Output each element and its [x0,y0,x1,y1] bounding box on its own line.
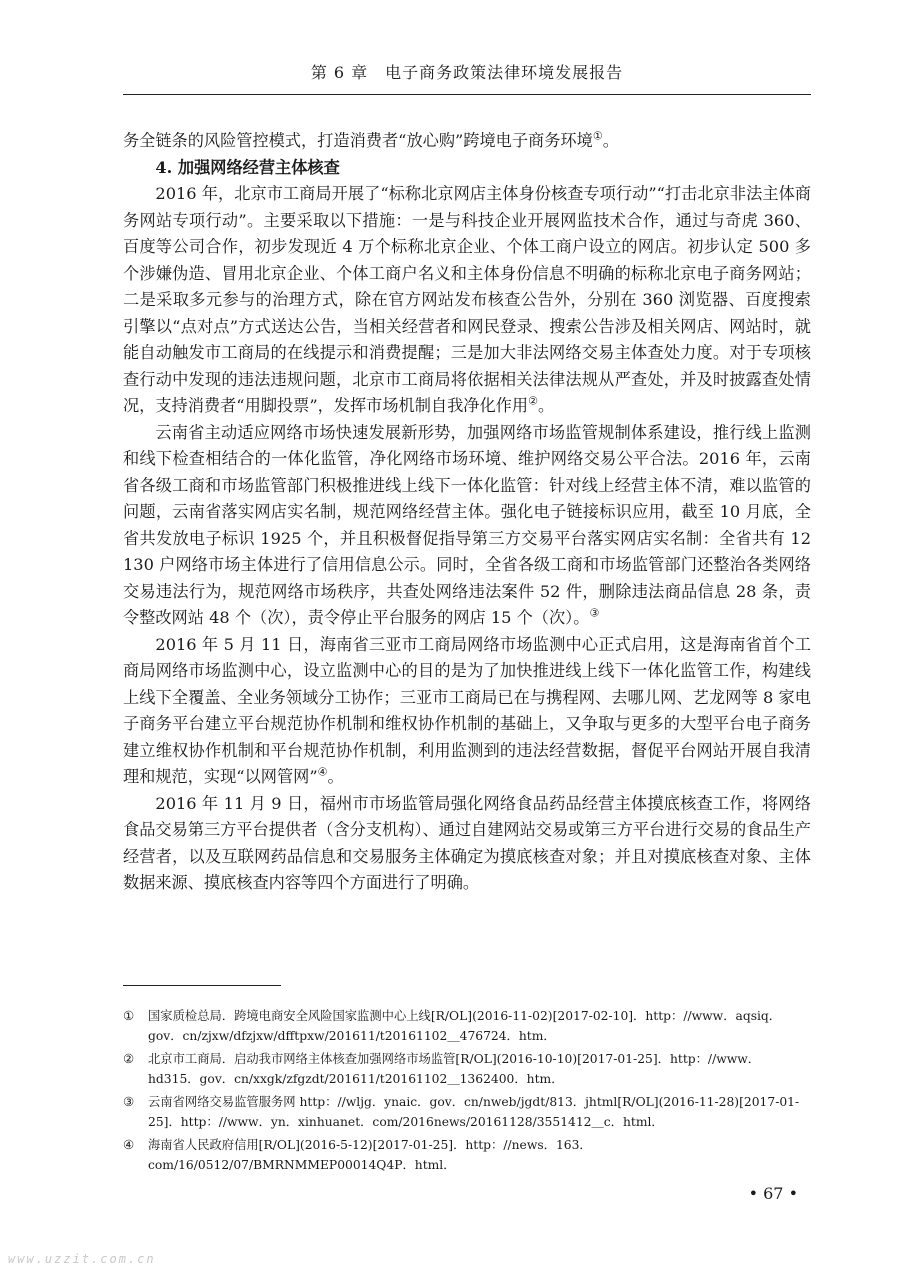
footnotes [123,1006,811,1178]
paragraph-beijing: 2016 年，北京市工商局开展了“标称北京网店主体身份核查专项行动”“打击北京非法主体商务网站专项行动”。主要采取以下措施：一是与科技企业开展网监技术合作，通过与奇虎 360、百度等公司合作，初步发现近 4 万个标称北京企业、个体工商户设立的网店。初步认定 500 多个涉嫌伪造、冒用北京企业、个体工商户名义和主体身份信息不明确的标称北京电子商务网站；二是采取多元参与的治理方式，除在官方网站发布核查公告外，分别在 360 浏览器、百度搜索引擎以“点对点”方式送达公告，当相关经营者和网民登录、搜索公告涉及相关网店、网站时，就能自动触发市工商局的在线提示和消费提醒；三是加大非法网络交易主体查处力度。对于专项核查行动中发现的违法违规问题，北京市工商局将依据相关法律法规从严查处，并及时披露查处情况，支持消费者“用脚投票”，发挥市场机制自我净化作用②。 [123,184,811,415]
paragraph-fuzhou: 2016 年 11 月 9 日，福州市市场监管局强化网络食品药品经营主体摸底核查工作，将网络食品交易第三方平台提供者（含分支机构）、通过自建网站交易或第三方平台进行交易的食品生产经营者，以及互联网药品信息和交易服务主体确定为摸底核查对象；并且对摸底核查对象、主体数据来源、摸底核查内容等四个方面进行了明确。 [123,793,811,892]
section-heading: 4. 加强网络经营主体核查 [155,157,340,177]
footnote-mark: ② [123,1052,135,1066]
footnote [123,1006,811,1046]
footnote-text: 海南省人民政府信用[R/OL](2016-5-12)[2017-01-25]．http：//news．163．com/16/0512/07/BMRNMMEP00014Q4P．html． [148,1138,592,1172]
footnote-ref-1[interactable]: ① [592,129,603,143]
paragraph-text: 2016 年 5 月 11 日，海南省三亚市工商局网络市场监测中心正式启用，这是海南省首个工商局网络市场监测中心，设立监测中心的目的是为了加快推进线上线下一体化监管工作，构建线上线下全覆盖、全业务领域分工协作；三亚市工商局已在与携程网、去哪儿网、艺龙网等 8 家电子商务平台建立平台规范协作机制和维权协作机制的基础上，又争取与更多的大型平台电子商务建立维权协作机制和平台规范协作机制，利用监测到的违法经营数据，督促平台网站开展自我清理和规范，实现“以网管网” [123,634,811,786]
running-header: 第 6 章 电子商务政策法律环境发展报告 [310,63,624,82]
paragraph-continued: 务全链条的风险管控模式，打造消费者“放心购”跨境电子商务环境①。 [123,129,619,150]
footnote-ref-4[interactable]: ④ [317,765,328,779]
main-text [123,128,811,897]
footnote-text: 北京市工商局．启动我市网络主体核查加强网络市场监管[R/OL](2016-10-10)[2017-01-25]．http：//www．hd315．gov．cn/xxgk/zfgzdt/201611/t20161102＿1362400．htm． [148,1052,761,1086]
paragraph-text: 2016 年，北京市工商局开展了“标称北京网店主体身份核查专项行动”“打击北京非法主体商务网站专项行动”。主要采取以下措施：一是与科技企业开展网监技术合作，通过与奇虎 360、百度等公司合作，初步发现近 4 万个标称北京企业、个体工商户设立的网店。初步认定 500 多个涉嫌伪造、冒用北京企业、个体工商户名义和主体身份信息不明确的标称北京电子商务网站；二是采取多元参与的治理方式，除在官方网站发布核查公告外，分别在 360 浏览器、百度搜索引擎以“点对点”方式送达公告，当相关经营者和网民登录、搜索公告涉及相关网店、网站时，就能自动触发市工商局的在线提示和消费提醒；三是加大非法网络交易主体查处力度。对于专项核查行动中发现的违法违规问题，北京市工商局将依据相关法律法规从严查处，并及时披露查处情况，支持消费者“用脚投票”，发挥市场机制自我净化作用 [123,184,811,415]
footnote-mark: ④ [123,1138,135,1152]
watermark: www.uzzit.com.cn [8,1252,156,1266]
footnote-ref-3[interactable]: ③ [589,606,600,620]
footnote [123,1135,811,1175]
footnote [123,1092,811,1132]
footnote-mark: ① [123,1009,135,1023]
footnote [123,1049,811,1089]
paragraph-text: 云南省主动适应网络市场快速发展新形势，加强网络市场监管规制体系建设，推行线上监测和线下检查相结合的一体化监管，净化网络市场环境、维护网络交易公平合法。2016 年，云南省各级工商和市场监管部门积极推进线上线下一体化监管：针对线上经营主体不清，难以监管的问题，云南省落实网店实名制，规范网络经营主体。强化电子链接标识应用，截至 10 月底，全省共发放电子标识 1925 个，并且积极督促指导第三方交易平台落实网店实名制：全省共有 12 130 户网络市场主体进行了信用信息公示。同时，全省各级工商和市场监管部门还整治各类网络交易违法行为，规范网络市场秩序，共查处网络违法案件 52 件，删除违法商品信息 28 条，责令整改网站 48 个（次），责令停止平台服务的网店 15 个（次）。 [123,422,811,627]
header-rule [123,94,811,95]
footnote-ref-2[interactable]: ② [528,394,538,408]
footnote-text: 云南省网络交易监管服务网 http：//wljg．ynaic．gov．cn/nweb/jgdt/813．jhtml[R/OL](2016-11-28)[2017-01-25]．http：//www．yn．xinhuanet．com/2016news/20161128/3551412＿c．html． [148,1095,800,1129]
paragraph-text: 务全链条的风险管控模式，打造消费者“放心购”跨境电子商务环境 [123,131,593,150]
page-number: • 67 • [748,1184,798,1203]
footnote-mark: ③ [123,1095,135,1109]
footnote-text: 国家质检总局．跨境电商安全风险国家监测中心上线[R/OL](2016-11-02)[2017-02-10]．http：//www．aqsiq．gov．cn/zjxw/dfzjxw/dfftpxw/201611/t20161102＿476724．htm． [148,1009,782,1043]
footnote-rule [123,985,281,986]
paragraph-yunnan [123,420,811,632]
paragraph-hainan: 2016 年 5 月 11 日，海南省三亚市工商局网络市场监测中心正式启用，这是海南省首个工商局网络市场监测中心，设立监测中心的目的是为了加快推进线上线下一体化监管工作，构建线上线下全覆盖、全业务领域分工协作；三亚市工商局已在与携程网、去哪儿网、艺龙网等 8 家电子商务平台建立平台规范协作机制和维权协作机制的基础上，又争取与更多的大型平台电子商务建立维权协作机制和平台规范协作机制，利用监测到的违法经营数据，督促平台网站开展自我清理和规范，实现“以网管网”④。 [123,634,811,786]
